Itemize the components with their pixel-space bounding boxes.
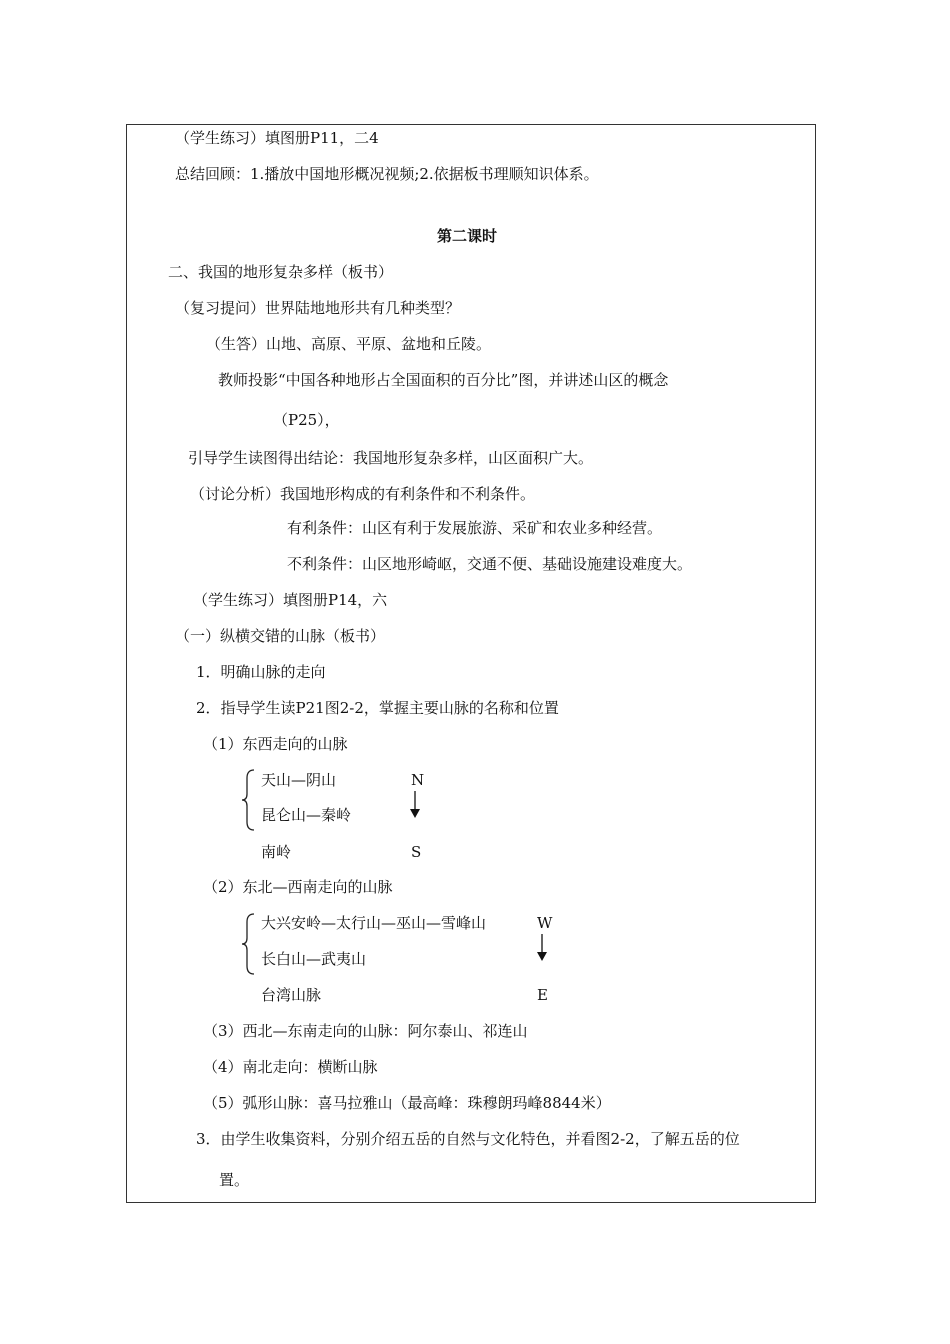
review-question: （复习提问）世界陆地地形共有几种类型？ [175,299,461,317]
teacher-projection-line: 教师投影“中国各种地形占全国面积的百分比”图，并讲述山区的概念 [218,371,669,389]
ew-heading: （1）东西走向的山脉 [203,735,348,753]
conclusion-line: 引导学生读图得出结论：我国地形复杂多样，山区面积广大。 [188,449,594,467]
down-arrow-icon [535,933,549,963]
lesson-title: 第二课时 [437,227,498,245]
ne-range-3: 台湾山脉 [261,986,322,1004]
section-heading-terrain: 二、我国的地形复杂多样（板书） [168,263,394,281]
item-3: 3．由学生收集资料，分别介绍五岳的自然与文化特色，并看图2-2，了解五岳的位 [196,1130,740,1148]
item-3-continued: 置。 [219,1171,250,1189]
south-label: S [411,843,422,861]
item-1: 1．明确山脉的走向 [196,663,326,681]
arc-ranges-line: （5）弧形山脉：喜马拉雅山（最高峰：珠穆朗玛峰8844米） [203,1094,611,1112]
summary-review-line: 总结回顾：1.播放中国地形概况视频;2.依据板书理顺知识体系。 [175,165,599,183]
ew-range-1: 天山—阴山 [261,771,337,789]
ew-range-2: 昆仑山—秦岭 [261,806,352,824]
advantage-line: 有利条件：山区有利于发展旅游、采矿和农业多种经营。 [287,519,663,537]
item-2: 2．指导学生读P21图2-2，掌握主要山脉的名称和位置 [196,699,559,717]
brace-icon [240,912,258,976]
student-practice-line-2: （学生练习）填图册P14，六 [193,591,388,609]
student-practice-line-1: （学生练习）填图册P11，二4 [175,129,379,147]
disadvantage-line: 不利条件：山区地形崎岖，交通不便、基础设施建设难度大。 [287,555,693,573]
down-arrow-icon [408,790,422,820]
north-label: N [411,771,425,789]
east-label: E [537,986,548,1004]
subsection-heading-mountains: （一）纵横交错的山脉（板书） [175,627,386,645]
brace-icon [240,768,258,832]
west-label: W [537,914,553,932]
north-south-line: （4）南北走向：横断山脉 [203,1058,378,1076]
ne-range-2: 长白山—武夷山 [261,950,367,968]
ew-range-3: 南岭 [261,843,292,861]
page-reference: （P25）， [273,411,340,429]
nw-se-line: （3）西北—东南走向的山脉：阿尔泰山、祁连山 [203,1022,528,1040]
ne-range-1: 大兴安岭—太行山—巫山—雪峰山 [261,914,487,932]
discussion-line: （讨论分析）我国地形构成的有利条件和不利条件。 [190,485,536,503]
student-answer: （生答）山地、高原、平原、盆地和丘陵。 [206,335,492,353]
ne-heading: （2）东北—西南走向的山脉 [203,878,393,896]
